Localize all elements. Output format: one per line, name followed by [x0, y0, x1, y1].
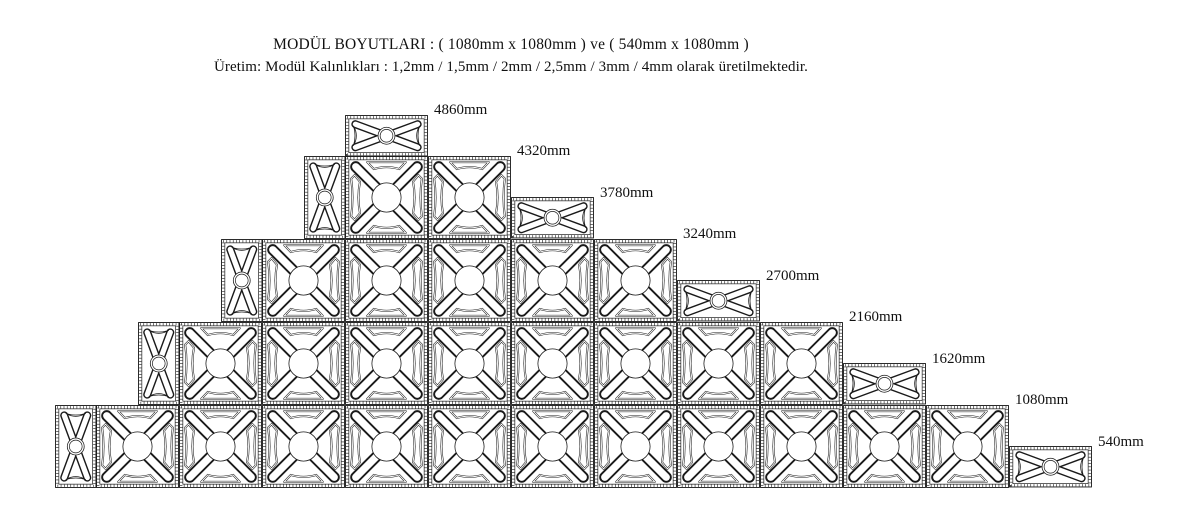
module-full: [511, 405, 594, 488]
module-full: [179, 322, 262, 405]
page-title-line2: Üretim: Modül Kalınlıkları : 1,2mm / 1,5mm / 2mm / 2,5mm / 3mm / 4mm olarak üretilmektedir.: [213, 58, 809, 75]
module-full: [428, 405, 511, 488]
dimension-label-3780: 3780mm: [600, 185, 654, 201]
module-full: [843, 405, 926, 488]
page-title-line1: MODÜL BOYUTLARI : ( 1080mm x 1080mm ) ve ( 540mm x 1080mm ): [273, 36, 749, 53]
module-full: [677, 322, 760, 405]
module-full: [594, 239, 677, 322]
module-full: [760, 405, 843, 488]
dimension-label-4320: 4320mm: [517, 143, 571, 159]
module-full: [511, 239, 594, 322]
module-half-vertical: [138, 322, 180, 405]
dimension-label-2700: 2700mm: [766, 268, 820, 284]
module-full: [345, 156, 428, 239]
dimension-label-4860: 4860mm: [434, 102, 488, 118]
module-full: [262, 239, 345, 322]
dimension-label-2160: 2160mm: [849, 309, 903, 325]
module-half-vertical: [304, 156, 346, 239]
dimension-label-3240: 3240mm: [683, 226, 737, 242]
dimension-label-540: 540mm: [1098, 434, 1144, 450]
module-full: [511, 322, 594, 405]
module-half-horizontal: [1009, 446, 1092, 488]
module-half-horizontal: [843, 363, 926, 405]
module-full: [760, 322, 843, 405]
dimension-label-1620: 1620mm: [932, 351, 986, 367]
module-full: [428, 156, 511, 239]
module-full: [96, 405, 179, 488]
module-full: [179, 405, 262, 488]
module-full: [594, 405, 677, 488]
module-half-horizontal: [345, 115, 428, 157]
module-full: [428, 239, 511, 322]
module-full: [594, 322, 677, 405]
module-full: [926, 405, 1009, 488]
module-half-vertical: [55, 405, 97, 488]
module-full: [345, 405, 428, 488]
module-full: [262, 405, 345, 488]
module-full: [345, 322, 428, 405]
module-full: [345, 239, 428, 322]
module-full: [262, 322, 345, 405]
module-full: [428, 322, 511, 405]
dimension-label-1080: 1080mm: [1015, 392, 1069, 408]
module-half-horizontal: [677, 280, 760, 322]
module-full: [677, 405, 760, 488]
module-half-horizontal: [511, 197, 594, 239]
module-half-vertical: [221, 239, 263, 322]
